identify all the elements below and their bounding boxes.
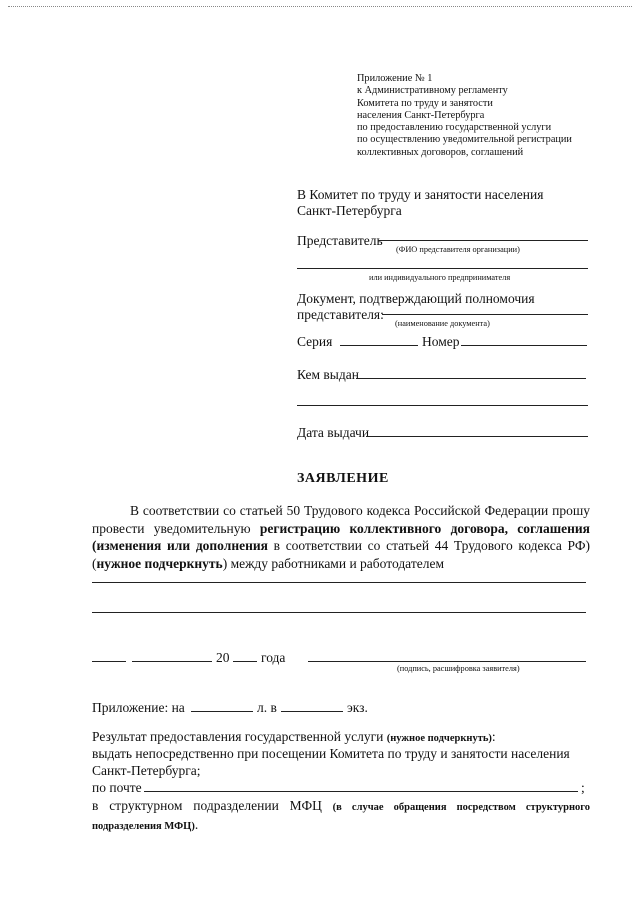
- number-label: Номер: [422, 334, 460, 349]
- statement-paragraph: [92, 502, 590, 572]
- document-label-line-1: Документ, подтверждающий полномочия: [297, 291, 535, 306]
- attachment-copies-label: экз.: [347, 700, 368, 715]
- appendix-line: к Административному регламенту: [357, 85, 508, 97]
- month-field[interactable]: [132, 661, 212, 662]
- number-field[interactable]: [461, 345, 587, 346]
- statement-text: в соответствии со статьей 44 Трудового кодекса РФ) (: [92, 538, 590, 571]
- year-field[interactable]: [233, 661, 257, 662]
- attachment-label: Приложение: на: [92, 700, 185, 715]
- result-option-mfc[interactable]: [92, 797, 590, 835]
- statement-text: В соответствии со статьей 50 Трудового кодекса Российской Федерации прошу провести уведомительную: [92, 503, 590, 536]
- day-field[interactable]: [92, 661, 126, 662]
- scan-top-edge: [8, 6, 632, 7]
- representative-label: Представитель: [297, 233, 383, 248]
- signature-caption: (подпись, расшифровка заявителя): [397, 664, 520, 673]
- appendix-line: по предоставлению государственной услуги: [357, 122, 552, 134]
- appendix-line: по осуществлению уведомительной регистрации: [357, 134, 572, 146]
- statement-bold-registration: регистрацию коллективного договора, соглашения (изменения или дополнения: [92, 520, 590, 553]
- attachment-sheets-label: л. в: [257, 700, 277, 715]
- mail-address-field[interactable]: [144, 791, 578, 792]
- document-name-field[interactable]: [382, 314, 588, 315]
- representative-caption: (ФИО представителя организации): [396, 245, 520, 254]
- issued-by-label: Кем выдан: [297, 367, 359, 382]
- appendix-header: [357, 73, 572, 159]
- entrepreneur-field[interactable]: [297, 268, 588, 269]
- result-heading-colon: :: [491, 729, 496, 744]
- result-option-in-person[interactable]: выдать непосредственно при посещении Комитета по труду и занятости населения Санкт-Петербурга;: [92, 746, 570, 778]
- appendix-line: коллективных договоров, соглашений: [357, 146, 524, 158]
- year-prefix: 20: [216, 650, 230, 665]
- appendix-line: населения Санкт-Петербурга: [357, 109, 485, 121]
- series-field[interactable]: [340, 345, 418, 346]
- issued-by-field[interactable]: [356, 378, 586, 379]
- addressee-line-1: В Комитет по труду и занятости населения: [297, 187, 544, 202]
- document-label-line-2: представителя:: [297, 307, 384, 322]
- appendix-line: Приложение № 1: [357, 73, 433, 84]
- statement-bold-underline-note: нужное подчеркнуть: [96, 555, 223, 571]
- series-label: Серия: [297, 334, 333, 349]
- addressee-line-2: Санкт-Петербурга: [297, 203, 402, 218]
- signature-field[interactable]: [308, 661, 586, 662]
- parties-field-1[interactable]: [92, 582, 586, 583]
- issued-by-field-continued[interactable]: [297, 405, 588, 406]
- result-mfc-note: (в случае обращения посредством структурного подразделения МФЦ): [92, 802, 590, 832]
- statement-text: ) между работниками и работодателем: [222, 555, 444, 571]
- appendix-line: Комитета по труду и занятости: [357, 97, 493, 109]
- attachment-copies-field[interactable]: [281, 711, 343, 712]
- result-option-mail-end: ;: [581, 780, 585, 795]
- representative-name-field[interactable]: [378, 240, 588, 241]
- result-heading-text: Результат предоставления государственной услуги: [92, 729, 387, 744]
- result-mfc-end: .: [194, 817, 199, 832]
- result-heading-note: (нужное подчеркнуть): [386, 733, 492, 744]
- issue-date-field[interactable]: [366, 436, 588, 437]
- issue-date-label: Дата выдачи: [297, 425, 370, 440]
- result-mfc-text: в структурном подразделении МФЦ: [92, 798, 333, 813]
- document-caption: (наименование документа): [395, 319, 490, 328]
- entrepreneur-caption: или индивидуального предпринимателя: [369, 273, 511, 282]
- document-title: ЗАЯВЛЕНИЕ: [297, 471, 389, 486]
- result-option-mail[interactable]: по почте: [92, 780, 142, 795]
- year-suffix: года: [261, 650, 286, 665]
- parties-field-2[interactable]: [92, 612, 586, 613]
- attachment-sheets-field[interactable]: [191, 711, 253, 712]
